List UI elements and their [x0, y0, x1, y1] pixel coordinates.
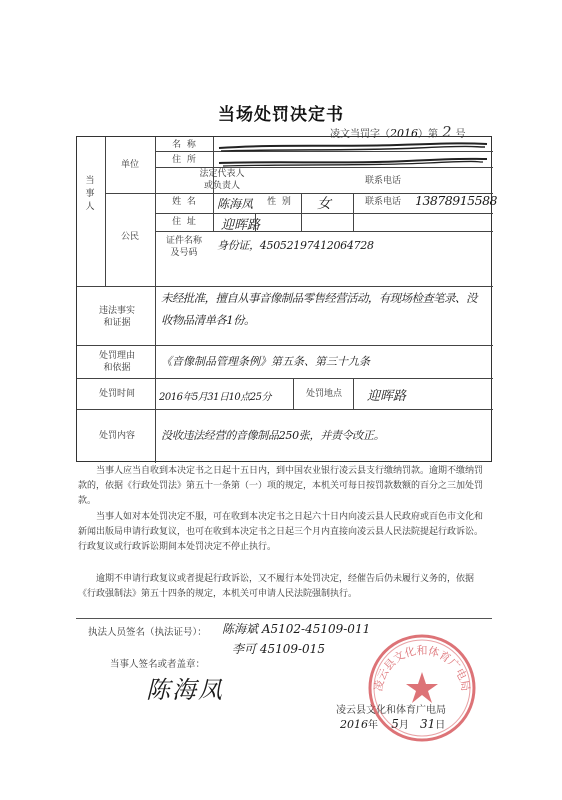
issuing-authority: 凌云县文化和体育广电局 — [336, 705, 446, 716]
residence-label: 住 址 — [172, 217, 196, 227]
party-label: 当事人 — [85, 176, 95, 212]
officer-2-signature: 李可 45109-015 — [232, 642, 325, 656]
issue-month-suffix: 月 — [398, 720, 409, 731]
place-value: 迎晖路 — [367, 389, 407, 404]
issue-day: 31 — [420, 717, 436, 731]
issue-year-suffix: 年 — [368, 720, 378, 731]
enforcement-notice: 逾期不申请行政复议或者提起行政诉讼，又不履行本处罚决定，经催告后仍未履行义务的，依据《行政强制法》第五十四条的规定，本机关可申请人民法院强制执行。 — [78, 574, 475, 599]
penalty-table — [76, 136, 497, 462]
issue-month: 5 — [391, 717, 399, 731]
id-label: 证件名称 及号码 — [165, 236, 202, 258]
svg-text:凌云县文化和体育广电局: 凌云县文化和体育广电局 — [371, 644, 473, 693]
time-value: 2016年5月31日10点25分 — [159, 392, 271, 403]
residence-value: 迎晖路 — [221, 218, 261, 233]
reason-value: 《音像制品管理条例》第五条、第三十九条 — [161, 355, 370, 368]
time-label: 处罚时间 — [98, 389, 135, 399]
content-value: 没收违法经营的音像制品250张，并责令改正。 — [161, 429, 385, 442]
unit-label: 单位 — [120, 160, 139, 170]
official-seal — [366, 632, 478, 744]
gender-value: 女 — [317, 196, 331, 212]
doc-number-suffix: 号 — [455, 129, 466, 140]
facts-value: 未经批准，擅自从事音像制品零售经营活动，有现场检查笔录、没收物品清单各1份。 — [161, 291, 477, 327]
name-label: 名 称 — [172, 140, 196, 150]
gender-label: 性 别 — [267, 197, 291, 207]
issue-day-suffix: 日 — [435, 720, 446, 731]
citizen-label: 公民 — [120, 232, 139, 242]
doc-number-prefix: 凌文当罚字（ — [330, 129, 390, 140]
phone-label: 联系电话 — [364, 197, 401, 207]
person-name-label: 姓 名 — [172, 197, 196, 207]
doc-number-mid: ）第 — [418, 129, 438, 140]
party-signature: 陈海凤 — [146, 676, 224, 704]
doc-number-year: 2016 — [390, 127, 418, 140]
payment-notice: 当事人应当自收到本决定书之日起十五日内，到中国农业银行凌云县支行缴纳罚款。逾期不缴纳罚款的，依据《行政处罚法》第五十一条第（一）项的规定，本机关可每日按罚款数额的百分之三加处罚款。 — [78, 466, 484, 506]
reason-label: 处罚理由 和依据 — [98, 351, 135, 373]
signature-divider — [76, 618, 492, 619]
redaction-scribble — [217, 139, 489, 173]
facts-label: 违法事实 和证据 — [98, 306, 135, 328]
officer-1-signature: 陈海斌 A5102-45109-011 — [222, 622, 371, 636]
doc-number-value: 2 — [442, 123, 452, 141]
officer-signature-label: 执法人员签名（执法证号）： — [88, 627, 207, 638]
contact-label: 联系电话 — [364, 176, 401, 186]
place-label: 处罚地点 — [305, 389, 342, 399]
party-signature-label: 当事人签名或者盖章： — [110, 659, 206, 670]
address-label: 住 所 — [172, 155, 196, 165]
appeal-notice: 当事人如对本处罚决定不服，可在收到本决定书之日起六十日内向凌云县人民政府或百色市文化和新闻出版局申请行政复议，也可在收到本决定书之日起三个月内直接向凌云县人民法院提起行政诉讼。行政复议或行政诉讼期间本处罚决定不停止执行。 — [78, 512, 484, 552]
legal-rep-label: 法定代表人 或负责人 — [199, 169, 245, 191]
phone-value: 13878915588 — [415, 193, 497, 208]
issue-year: 2016 — [340, 718, 368, 731]
document-title: 当场处罚决定书 — [218, 105, 344, 125]
person-name-value: 陈海凤 — [217, 197, 254, 211]
id-value: 身份证，45052197412064728 — [217, 239, 374, 252]
content-label: 处罚内容 — [98, 431, 135, 441]
